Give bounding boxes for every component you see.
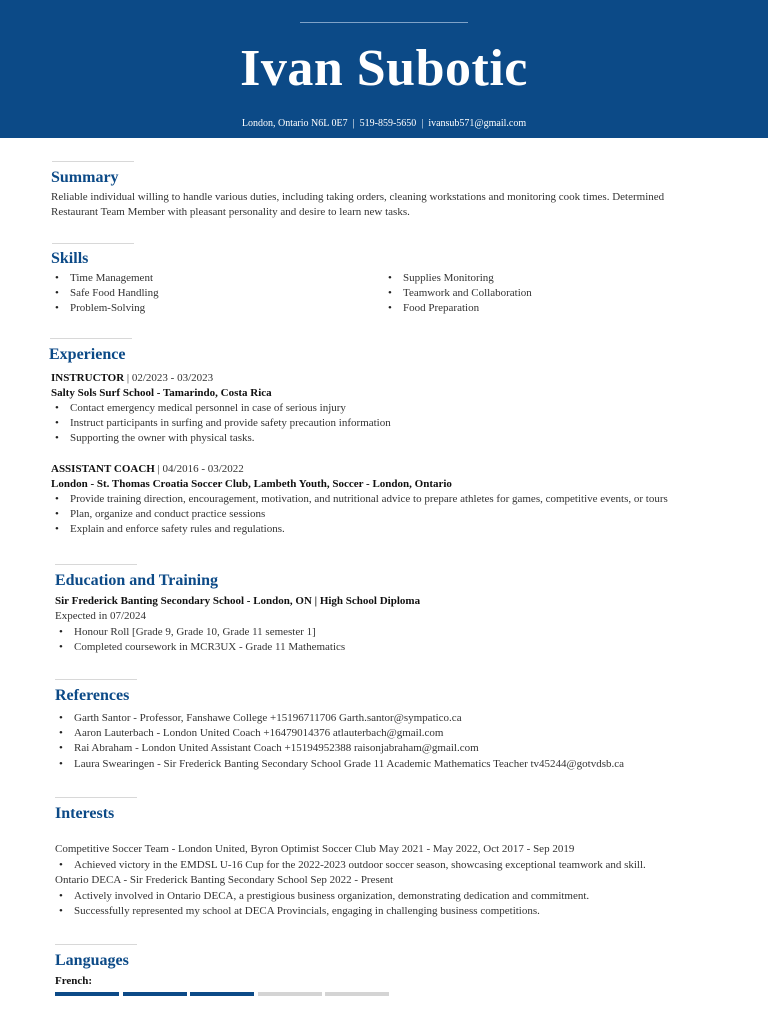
proficiency-segment	[55, 992, 119, 996]
language-name: French:	[55, 975, 93, 987]
interest-1-details	[55, 858, 646, 873]
languages-heading: Languages	[55, 952, 129, 969]
contact-email[interactable]: ivansub571@gmail.com	[428, 118, 527, 129]
interest-2-details	[55, 889, 589, 919]
interest-2: Ontario DECA - Sir Frederick Banting Secondary School Sep 2022 - Present	[55, 874, 394, 886]
summary-line-2: Restaurant Team Member with pleasant personality and desire to learn new tasks.	[51, 206, 410, 218]
job-2-employer: London - St. Thomas Croatia Soccer Club, Lambeth Youth, Soccer - London, Ontario	[51, 478, 452, 490]
duty-item: • Provide training direction, encouragement, motivation, and nutritional advice to prepare athletes for games, competitive events, or tours	[51, 492, 668, 507]
interest-1: Competitive Soccer Team - London United, Byron Optimist Soccer Club May 2021 - May 2022, Oct 2017 - Sep 2019	[55, 843, 575, 855]
job-dates: | 04/2016 - 03/2022	[157, 463, 244, 475]
contact-address: London, Ontario N6L 0E7	[241, 118, 348, 129]
experience-heading: Experience	[49, 346, 126, 363]
interests-rule	[55, 797, 137, 798]
interest-item: • Actively involved in Ontario DECA, a prestigious business organization, demonstrating dedication and commitment.	[55, 889, 589, 904]
experience-rule	[50, 338, 132, 339]
reference-item: • Laura Swearingen - Sir Frederick Banting Secondary School Grade 11 Academic Mathematics Teacher tv45244@gotvdsb.ca	[55, 757, 624, 772]
contact-line: London, Ontario N6L 0E7 | 519-859-5650 | ivansub571@gmail.com	[241, 118, 527, 129]
duty-item: • Contact emergency medical personnel in case of serious injury	[51, 401, 391, 416]
education-item: • Honour Roll [Grade 9, Grade 10, Grade 11 semester 1]	[55, 625, 345, 640]
skills-list-right	[384, 271, 532, 317]
job-2-duties	[51, 492, 668, 538]
references-rule	[55, 679, 137, 680]
skill-item: • Food Preparation	[384, 301, 532, 316]
job-role: ASSISTANT COACH	[51, 463, 155, 475]
reference-item: • Rai Abraham - London United Assistant Coach +15194952388 raisonjabraham@gmail.com	[55, 741, 624, 756]
reference-item: • Garth Santor - Professor, Fanshawe College +15196711706 Garth.santor@sympatico.ca	[55, 711, 624, 726]
education-heading: Education and Training	[55, 572, 219, 589]
interest-item: • Achieved victory in the EMDSL U-16 Cup for the 2022-2023 outdoor soccer season, showcasing exceptional teamwork and skill.	[55, 858, 646, 873]
references-heading: References	[55, 687, 130, 704]
duty-item: • Supporting the owner with physical tasks.	[51, 431, 391, 446]
education-rule	[55, 564, 137, 565]
duty-item: • Instruct participants in surfing and provide safety precaution information	[51, 416, 391, 431]
job-role: INSTRUCTOR	[51, 372, 125, 384]
duty-item: • Explain and enforce safety rules and regulations.	[51, 522, 668, 537]
reference-item: • Aaron Lauterbach - London United Coach +16479014376 atlauterbach@gmail.com	[55, 726, 624, 741]
contact-phone: 519-859-5650	[359, 118, 417, 129]
duty-item: • Plan, organize and conduct practice sessions	[51, 507, 668, 522]
job-1-employer: Salty Sols Surf School - Tamarindo, Costa Rica	[51, 387, 272, 399]
interest-item: • Successfully represented my school at DECA Provincials, engaging in challenging business competitions.	[55, 904, 589, 919]
proficiency-segment	[190, 992, 254, 996]
references-list	[55, 711, 624, 772]
job-dates: | 02/2023 - 03/2023	[126, 372, 214, 384]
interests-heading: Interests	[55, 805, 115, 822]
summary-line-1: Reliable individual willing to handle various duties, including taking orders, cleaning workstations and monitoring cook times. Determined	[51, 191, 665, 203]
proficiency-segment	[325, 992, 389, 996]
skill-item: • Problem-Solving	[51, 301, 159, 316]
skill-item: • Safe Food Handling	[51, 286, 159, 301]
skill-item: • Supplies Monitoring	[384, 271, 532, 286]
summary-rule	[52, 161, 134, 162]
languages-rule	[55, 944, 137, 945]
skill-item: • Teamwork and Collaboration	[384, 286, 532, 301]
proficiency-segment	[123, 992, 187, 996]
resume-header	[0, 0, 768, 138]
proficiency-segment	[258, 992, 322, 996]
education-school: Sir Frederick Banting Secondary School - London, ON | High School Diploma	[55, 595, 421, 607]
education-expected: Expected in 07/2024	[55, 610, 147, 622]
skill-item: • Time Management	[51, 271, 159, 286]
skills-rule	[52, 243, 134, 244]
skills-list-left	[51, 271, 159, 317]
job-1-duties	[51, 401, 391, 447]
job-1-title	[51, 371, 213, 386]
candidate-name: Ivan Subotic	[240, 40, 528, 97]
education-item: • Completed coursework in MCR3UX - Grade 11 Mathematics	[55, 640, 345, 655]
summary-heading: Summary	[51, 169, 119, 186]
job-2-title	[51, 462, 244, 477]
skills-heading: Skills	[51, 250, 89, 267]
header-rule	[300, 22, 468, 23]
education-details	[55, 625, 345, 655]
